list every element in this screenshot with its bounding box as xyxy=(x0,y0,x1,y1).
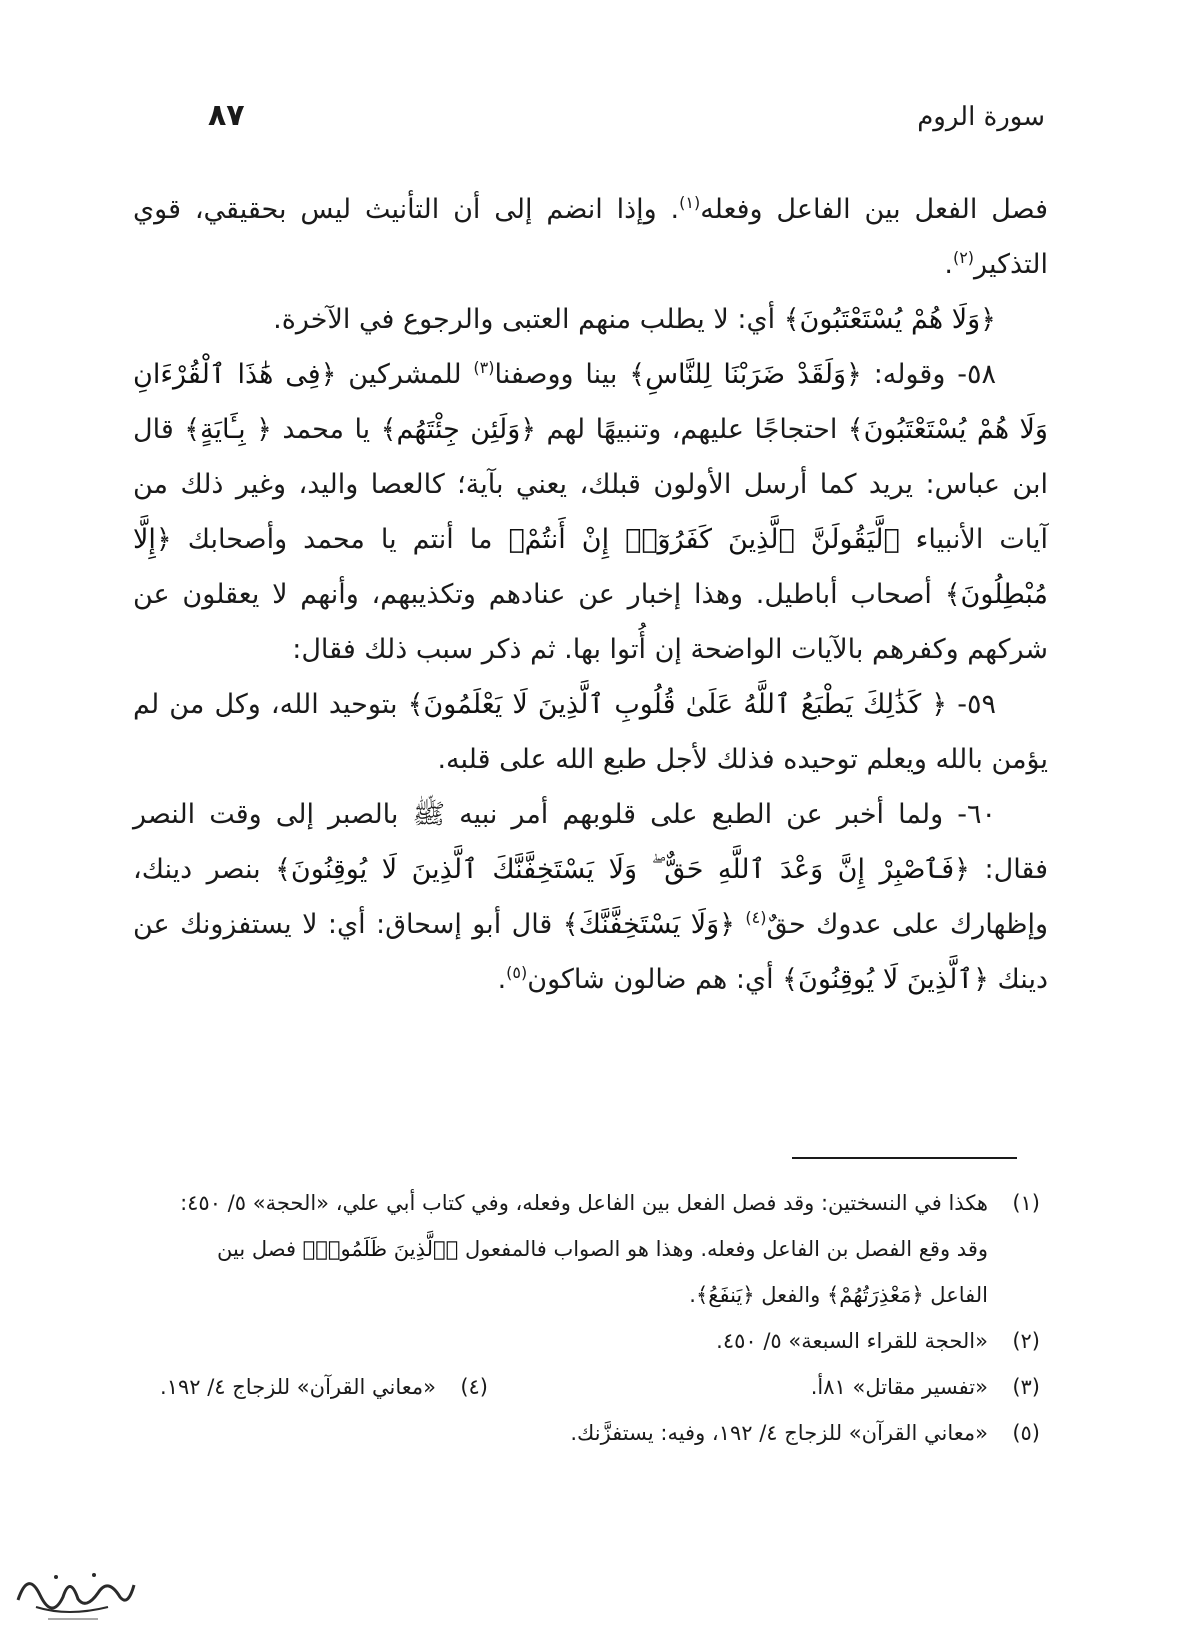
text-run: ٥٩- xyxy=(947,689,996,720)
text-run: احتجاجًا عليهم، وتنبيهًا لهم xyxy=(536,414,848,445)
footnote-text: . xyxy=(689,1283,696,1307)
text-run: قال أبو إسحاق: أي: لا يستفزونك عن دينك xyxy=(133,909,1048,995)
footnote-number: (٤) xyxy=(460,1375,488,1399)
footnote-4 xyxy=(160,1364,488,1410)
publisher-logo xyxy=(8,1555,140,1625)
text-run: ما أنتم يا محمد وأصحابك xyxy=(171,524,509,555)
paragraph xyxy=(133,182,1048,292)
text-run: أي: لا يطلب منهم العتبى والرجوع في الآخرة. xyxy=(273,304,784,335)
footnote-number: (٢) xyxy=(1012,1329,1040,1353)
quran-quote: ﴿وَلَا هُمْ يُسْتَعْتَبُونَ﴾ xyxy=(783,304,996,335)
quran-quote: ﴿وَلَقَدْ ضَرَبْنَا لِلنَّاسِ﴾ xyxy=(629,359,862,390)
footnote-text: «الحجة للقراء السبعة» ٥/ ٤٥٠. xyxy=(716,1329,988,1353)
page-header xyxy=(140,98,1045,158)
footnote-ref: (٥) xyxy=(506,963,528,982)
quran-quote: ﴿فَٱصْبِرْ إِنَّ وَعْدَ ٱللَّهِ حَقٌّ ۖ وَلَا يَسْتَخِفَّنَّكَ ٱلَّذِينَ لَا يُوقِنُونَ﴾ xyxy=(275,854,970,885)
footnote-2 xyxy=(160,1318,1040,1364)
text-run: . xyxy=(944,249,953,280)
footnote-text: هكذا في النسختين: وقد فصل الفعل بين الفاعل وفعله، وفي كتاب أبي علي، «الحجة» ٥/ ٤٥٠: وقد وقع الفصل بن الفاعل وفعله. وهذا هو الصواب فالمفعول xyxy=(180,1191,988,1261)
text-run: . xyxy=(497,964,507,995)
quran-quote: ﴿مَعْذِرَتُهُمْ﴾ xyxy=(826,1283,924,1307)
footnote-5 xyxy=(160,1410,1040,1456)
quran-quote: ﴿ كَذَٰلِكَ يَطْبَعُ ٱللَّهُ عَلَىٰ قُلُوبِ ٱلَّذِينَ لَا يَعْلَمُونَ﴾ xyxy=(407,689,948,720)
quran-quote: ﴿فِى هَٰذَا ٱلْقُرْءَانِ وَلَا هُمْ يُسْتَعْتَبُونَ﴾ xyxy=(133,359,1048,445)
main-text xyxy=(133,182,1048,1007)
paragraph xyxy=(133,787,1048,1007)
footnote-1 xyxy=(160,1180,1040,1318)
quran-quote: ﴿إِلَّا مُبْطِلُونَ﴾ xyxy=(133,524,1048,610)
text-run: بتوحيد الله، وكل من لم يؤمن بالله ويعلم توحيده فذلك لأجل طبع الله على قلبه. xyxy=(133,689,1048,775)
footnote-text: «معاني القرآن» للزجاج ٤/ ١٩٢، وفيه: يستفزَّنك. xyxy=(570,1421,988,1445)
text-run: للمشركين xyxy=(336,359,474,390)
footnote-separator xyxy=(792,1157,1017,1159)
text-run: أي: هم ضالون شاكون xyxy=(527,964,783,995)
footnote-3 xyxy=(811,1364,1040,1410)
text-run: أصحاب أباطيل. وهذا إخبار عن عنادهم وتكذيبهم، وأنهم لا يعقلون عن شركهم وكفرهم بالآيات الواضحة إن أُتوا بها. ثم ذكر سبب ذلك فقال: xyxy=(133,579,1048,665)
text-run: بينا ووصفنا xyxy=(494,359,630,390)
footnote-text: «تفسير مقاتل» ٨١أ. xyxy=(810,1375,988,1399)
footnotes xyxy=(160,1180,1040,1456)
footnote-text: فصل بين الفاعل xyxy=(217,1237,988,1307)
paragraph xyxy=(133,347,1048,677)
running-title: سورة الروم xyxy=(917,102,1045,132)
quran-quote: ﴿ٱلَّذِينَ ظَلَمُوا۟﴾ xyxy=(302,1237,459,1261)
quran-quote: ﴿يَنفَعُ﴾ xyxy=(695,1283,755,1307)
text-run: ٦٠- ولما أخبر عن الطبع على قلوبهم أمر نبيه ﷺ بالصبر إلى وقت النصر فقال: xyxy=(133,799,1048,885)
footnote-ref: (٢) xyxy=(952,248,975,267)
footnote-text: والفعل xyxy=(754,1283,827,1307)
quran-quote: ﴿وَلَئِن جِئْتَهُم﴾ xyxy=(380,414,537,445)
footnote-row xyxy=(160,1364,1040,1410)
paragraph xyxy=(133,677,1048,787)
footnote-text: «معاني القرآن» للزجاج ٤/ ١٩٢. xyxy=(160,1375,436,1399)
text-run: فصل الفعل بين الفاعل وفعله xyxy=(700,194,1048,225)
text-run: قال ابن عباس: يريد كما أرسل الأولون قبلك، يعني بآية؛ كالعصا واليد، وغير ذلك من آيات الأنبياء xyxy=(133,414,1048,555)
paragraph xyxy=(133,292,1048,347)
text-run: بنصر دينك، وإظهارك على عدوك حقٌ xyxy=(133,854,1048,940)
footnote-ref: (٤) xyxy=(745,908,767,927)
quran-quote: ﴿وَلَا يَسْتَخِفَّنَّكَ﴾ xyxy=(562,909,735,940)
footnote-ref: (١) xyxy=(679,193,701,212)
page-number: ٨٧ xyxy=(208,98,245,133)
text-run xyxy=(735,909,745,940)
footnote-number: (١) xyxy=(1012,1191,1040,1215)
quran-quote: ﴿ بِـَٔايَةٍ﴾ xyxy=(184,414,272,445)
footnote-number: (٥) xyxy=(1012,1421,1040,1445)
footnote-ref: (٣) xyxy=(473,358,495,377)
footnote-number: (٣) xyxy=(1012,1375,1040,1399)
text-run: يا محمد xyxy=(271,414,381,445)
text-run: . وإذا انضم إلى أن التأنيث ليس بحقيقي، قوي التذكير xyxy=(133,194,1048,280)
quran-quote: ﴿لَّيَقُولَنَّ ٱلَّذِينَ كَفَرُوٓا۟ إِنْ أَنتُمْ﴾ xyxy=(508,524,900,555)
quran-quote: ﴿ٱلَّذِينَ لَا يُوقِنُونَ﴾ xyxy=(782,964,989,995)
calligraphy-logo-icon xyxy=(8,1555,140,1625)
text-run: ٥٨- وقوله: xyxy=(861,359,996,390)
